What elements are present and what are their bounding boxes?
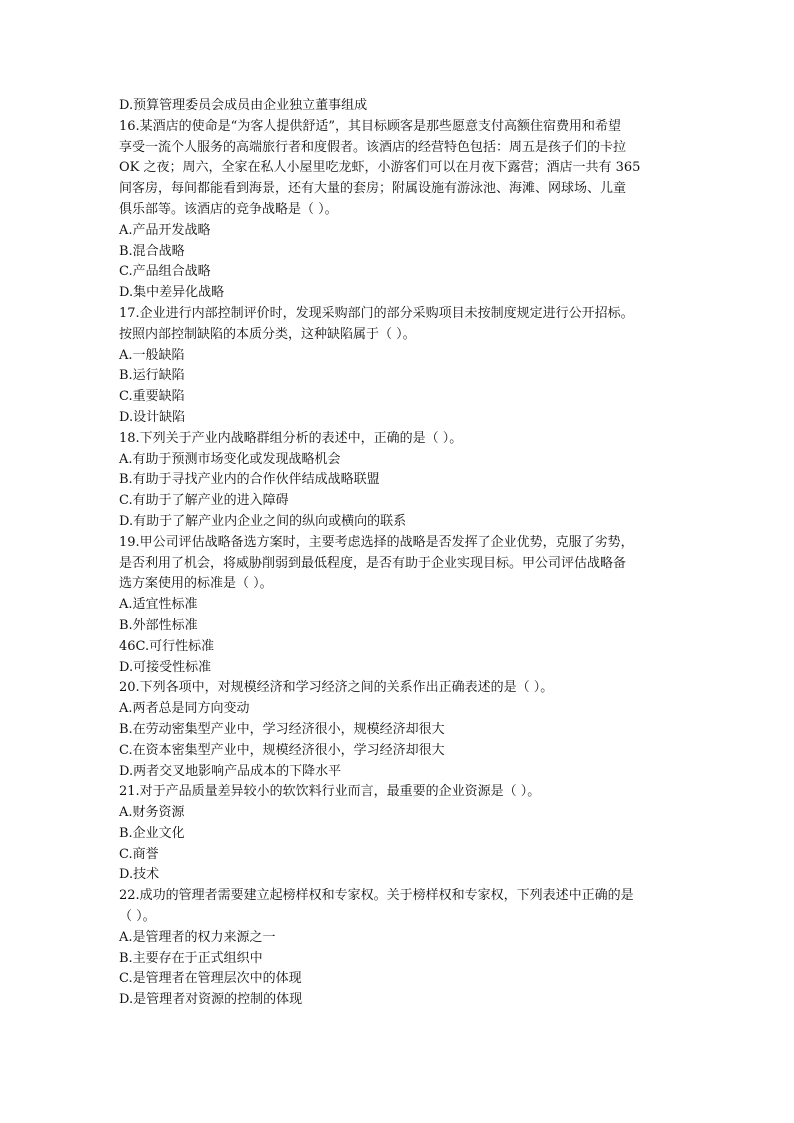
option-line: B.在劳动密集型产业中，学习经济很小，规模经济却很大 <box>119 721 445 737</box>
question-line: 16.某酒店的使命是“为客人提供舒适”，其目标顾客是那些愿意支付高额住宿费用和希望 <box>119 118 621 134</box>
option-line: D.是管理者对资源的控制的体现 <box>119 992 303 1008</box>
option-line: A.是管理者的权力来源之一 <box>119 929 276 945</box>
question-line: 19.甲公司评估战略备选方案时，主要考虑选择的战略是否发挥了企业优势，克服了劣势， <box>119 534 634 550</box>
option-line: C.有助于了解产业的进入障碍 <box>119 493 289 509</box>
option-line: B.主要存在于正式组织中 <box>119 950 263 966</box>
question-line: 选方案使用的标准是（ ）。 <box>119 576 273 592</box>
option-line: D.技术 <box>119 867 160 883</box>
question-line: 间客房，每间都能看到海景，还有大量的套房；附属设施有游泳池、海滩、网球场、儿童 <box>119 181 627 197</box>
option-line: A.有助于预测市场变化或发现战略机会 <box>119 451 341 467</box>
document-body <box>119 96 679 1011</box>
option-line: A.一般缺陷 <box>119 347 185 363</box>
question-line: 22.成功的管理者需要建立起榜样权和专家权。关于榜样权和专家权，下列表述中正确的是 <box>119 888 634 904</box>
option-line: B.企业文化 <box>119 825 185 841</box>
option-line: A.两者总是同方向变动 <box>119 701 250 717</box>
question-line: （ ）。 <box>119 909 156 925</box>
question-line: 享受一流个人服务的高端旅行者和度假者。该酒店的经营特色包括：周五是孩子们的卡拉 <box>119 139 627 155</box>
option-line: A.产品开发战略 <box>119 222 211 238</box>
option-line: D.有助于了解产业内企业之间的纵向或横向的联系 <box>119 513 407 529</box>
option-line: C.产品组合战略 <box>119 264 211 280</box>
option-line: B.混合战略 <box>119 243 185 259</box>
option-line: C.是管理者在管理层次中的体现 <box>119 971 302 987</box>
option-line: B.外部性标准 <box>119 617 198 633</box>
question-line: OK 之夜；周六，全家在私人小屋里吃龙虾，小游客们可以在月夜下露营；酒店一共有 365 <box>119 160 641 176</box>
option-line: B.有助于寻找产业内的合作伙伴结成战略联盟 <box>119 472 380 488</box>
option-line: D.集中差异化战略 <box>119 285 225 301</box>
question-line: 按照内部控制缺陷的本质分类，这种缺陷属于（ ）。 <box>119 326 416 342</box>
option-line: C.在资本密集型产业中，规模经济很小，学习经济却很大 <box>119 742 445 758</box>
option-line: A.财务资源 <box>119 805 185 821</box>
question-line: 21.对于产品质量差异较小的软饮料行业而言，最重要的企业资源是（ ）。 <box>119 784 541 800</box>
option-line: C.重要缺陷 <box>119 389 185 405</box>
option-line: D.设计缺陷 <box>119 409 186 425</box>
option-line: D.两者交叉地影响产品成本的下降水平 <box>119 763 342 779</box>
question-line: 俱乐部等。该酒店的竞争战略是（ ）。 <box>119 201 338 217</box>
option-line: A.适宜性标准 <box>119 597 198 613</box>
question-line: 是否利用了机会，将威胁削弱到最低程度，是否有助于企业实现目标。甲公司评估战略备 <box>119 555 627 571</box>
option-line: 46C.可行性标准 <box>119 638 215 654</box>
option-line: C.商誉 <box>119 846 159 862</box>
option-line: D.可接受性标准 <box>119 659 212 675</box>
question-line: 18.下列关于产业内战略群组分析的表述中，正确的是（ ）。 <box>119 430 463 446</box>
question-line: 17.企业进行内部控制评价时，发现采购部门的部分采购项目未按制度规定进行公开招标。 <box>119 305 634 321</box>
option-line: B.运行缺陷 <box>119 368 185 384</box>
option-line: D.预算管理委员会成员由企业独立董事组成 <box>119 98 368 113</box>
question-line: 20.下列各项中，对规模经济和学习经济之间的关系作出正确表述的是（ ）。 <box>119 680 554 696</box>
